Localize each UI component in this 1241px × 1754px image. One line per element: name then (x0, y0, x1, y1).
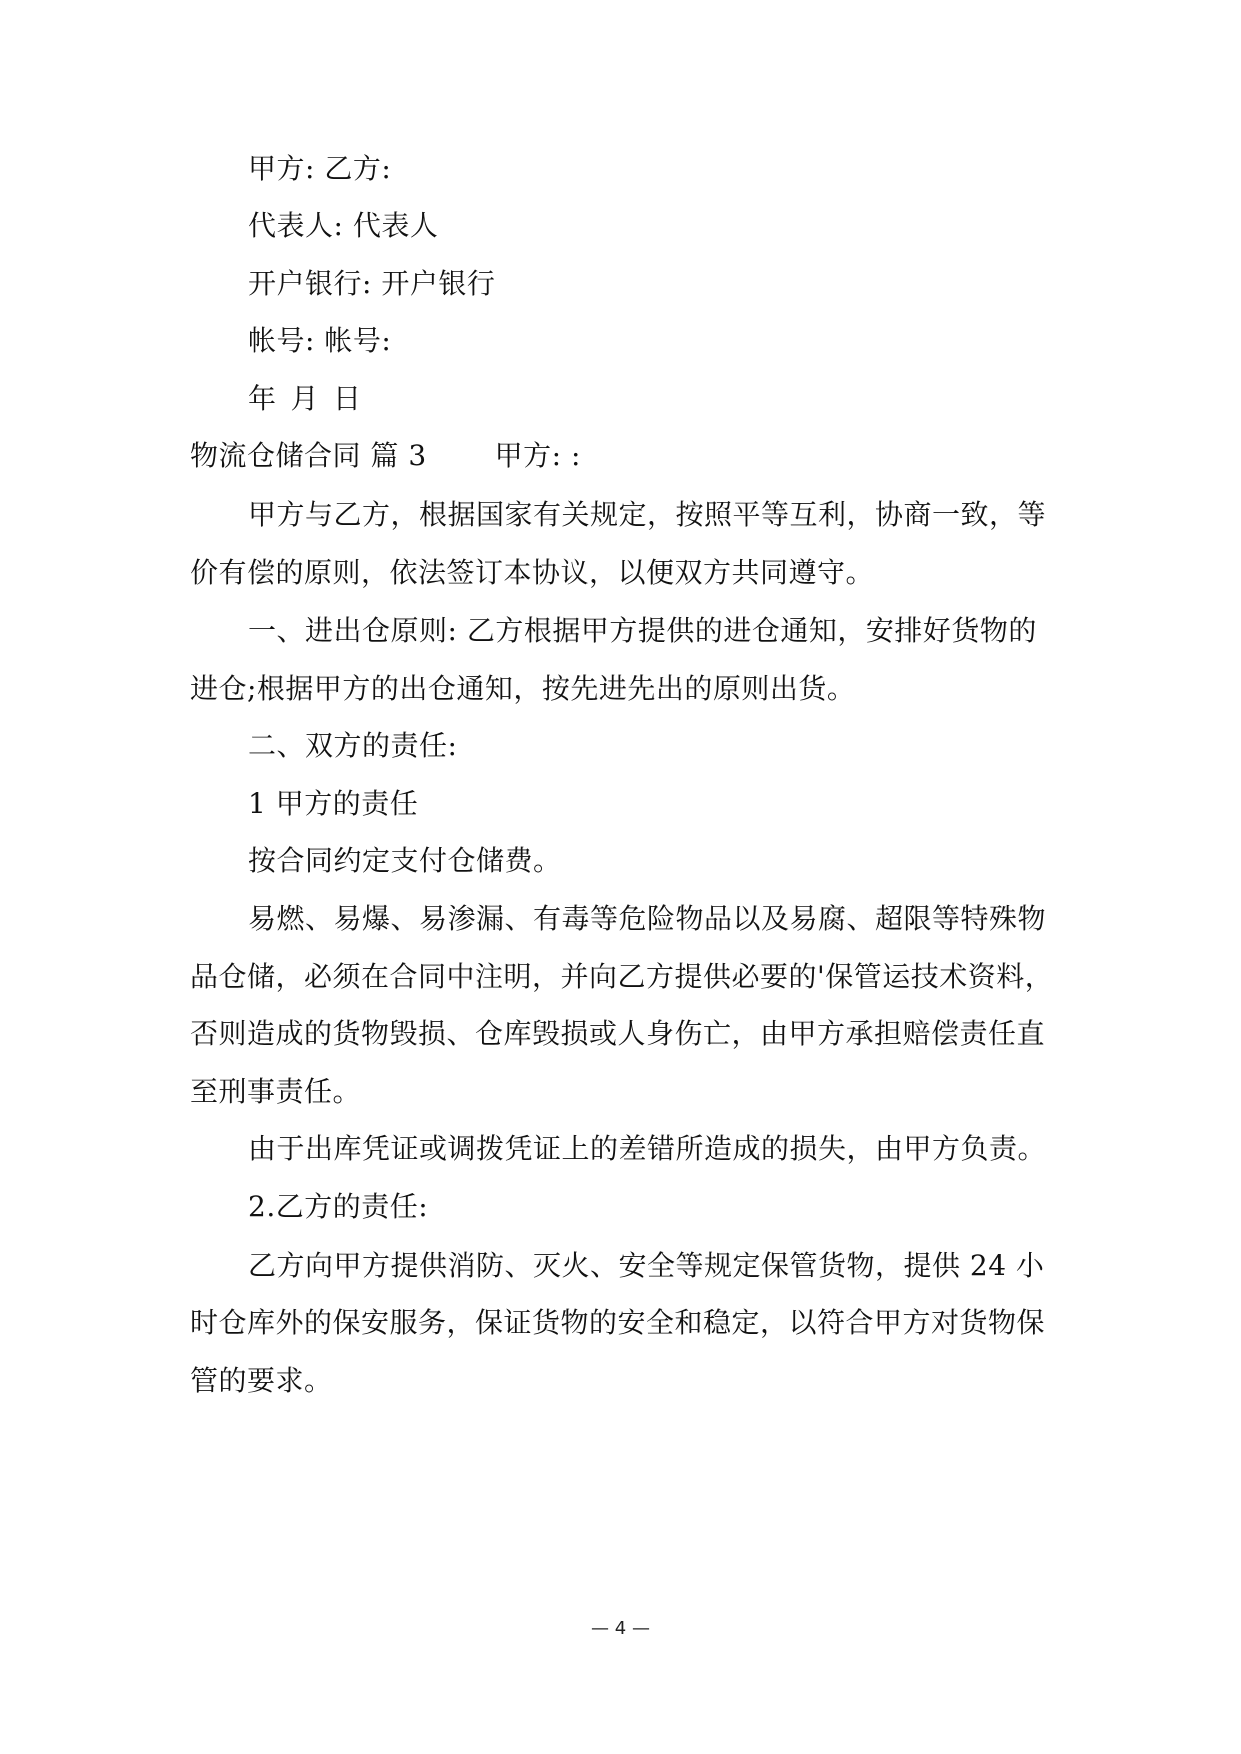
paragraph-9-line-3: 管的要求。 (190, 1364, 333, 1397)
paragraph-1-line-1: 甲方与乙方，根据国家有关规定，按照平等互利，协商一致，等 (248, 498, 1047, 531)
paragraph-9-line-2: 时仓库外的保安服务，保证货物的安全和稳定，以符合甲方对货物保 (190, 1306, 1046, 1339)
party-line: 甲方: 乙方: (248, 152, 392, 185)
bank-line: 开户银行: 开户银行 (248, 267, 496, 300)
account-line: 帐号: 帐号: (248, 324, 392, 357)
paragraph-8: 2.乙方的责任: (248, 1190, 429, 1223)
paragraph-7: 由于出库凭证或调拨凭证上的差错所造成的损失，由甲方负责。 (248, 1132, 1047, 1165)
representative-line: 代表人: 代表人 (248, 209, 439, 242)
date-day: 日 (333, 382, 362, 415)
paragraph-1-line-2: 价有偿的原则，依法签订本协议，以便双方共同遵守。 (190, 556, 875, 589)
paragraph-6-line-1: 易燃、易爆、易渗漏、有毒等危险物品以及易腐、超限等特殊物 (248, 902, 1047, 935)
paragraph-6-line-2: 品仓储，必须在合同中注明，并向乙方提供必要的'保管运技术资料， (190, 960, 1054, 993)
section-title: 物流仓储合同 (190, 439, 362, 472)
date-month: 月 (290, 382, 320, 415)
section-heading (190, 438, 581, 474)
paragraph-6-line-3: 否则造成的货物毁损、仓库毁损或人身伤亡，由甲方承担赔偿责任直 (190, 1017, 1046, 1050)
date-year: 年 (248, 382, 277, 415)
date-line (248, 381, 362, 417)
section-number: 篇 3 (370, 439, 427, 472)
section-party-label: 甲方: : (494, 439, 581, 472)
paragraph-4: 1 甲方的责任 (248, 787, 419, 820)
paragraph-3: 二、双方的责任: (248, 729, 458, 762)
paragraph-2-line-1: 一、进出仓原则: 乙方根据甲方提供的进仓通知，安排好货物的 (248, 614, 1037, 647)
paragraph-6-line-4: 至刑事责任。 (190, 1075, 362, 1108)
paragraph-2-line-2: 进仓;根据甲方的出仓通知，按先进先出的原则出货。 (190, 672, 856, 705)
page-number: — 4 — (591, 1618, 650, 1639)
paragraph-9-line-1: 乙方向甲方提供消防、灭火、安全等规定保管货物，提供 24 小 (248, 1249, 1045, 1282)
paragraph-5: 按合同约定支付仓储费。 (248, 844, 562, 877)
